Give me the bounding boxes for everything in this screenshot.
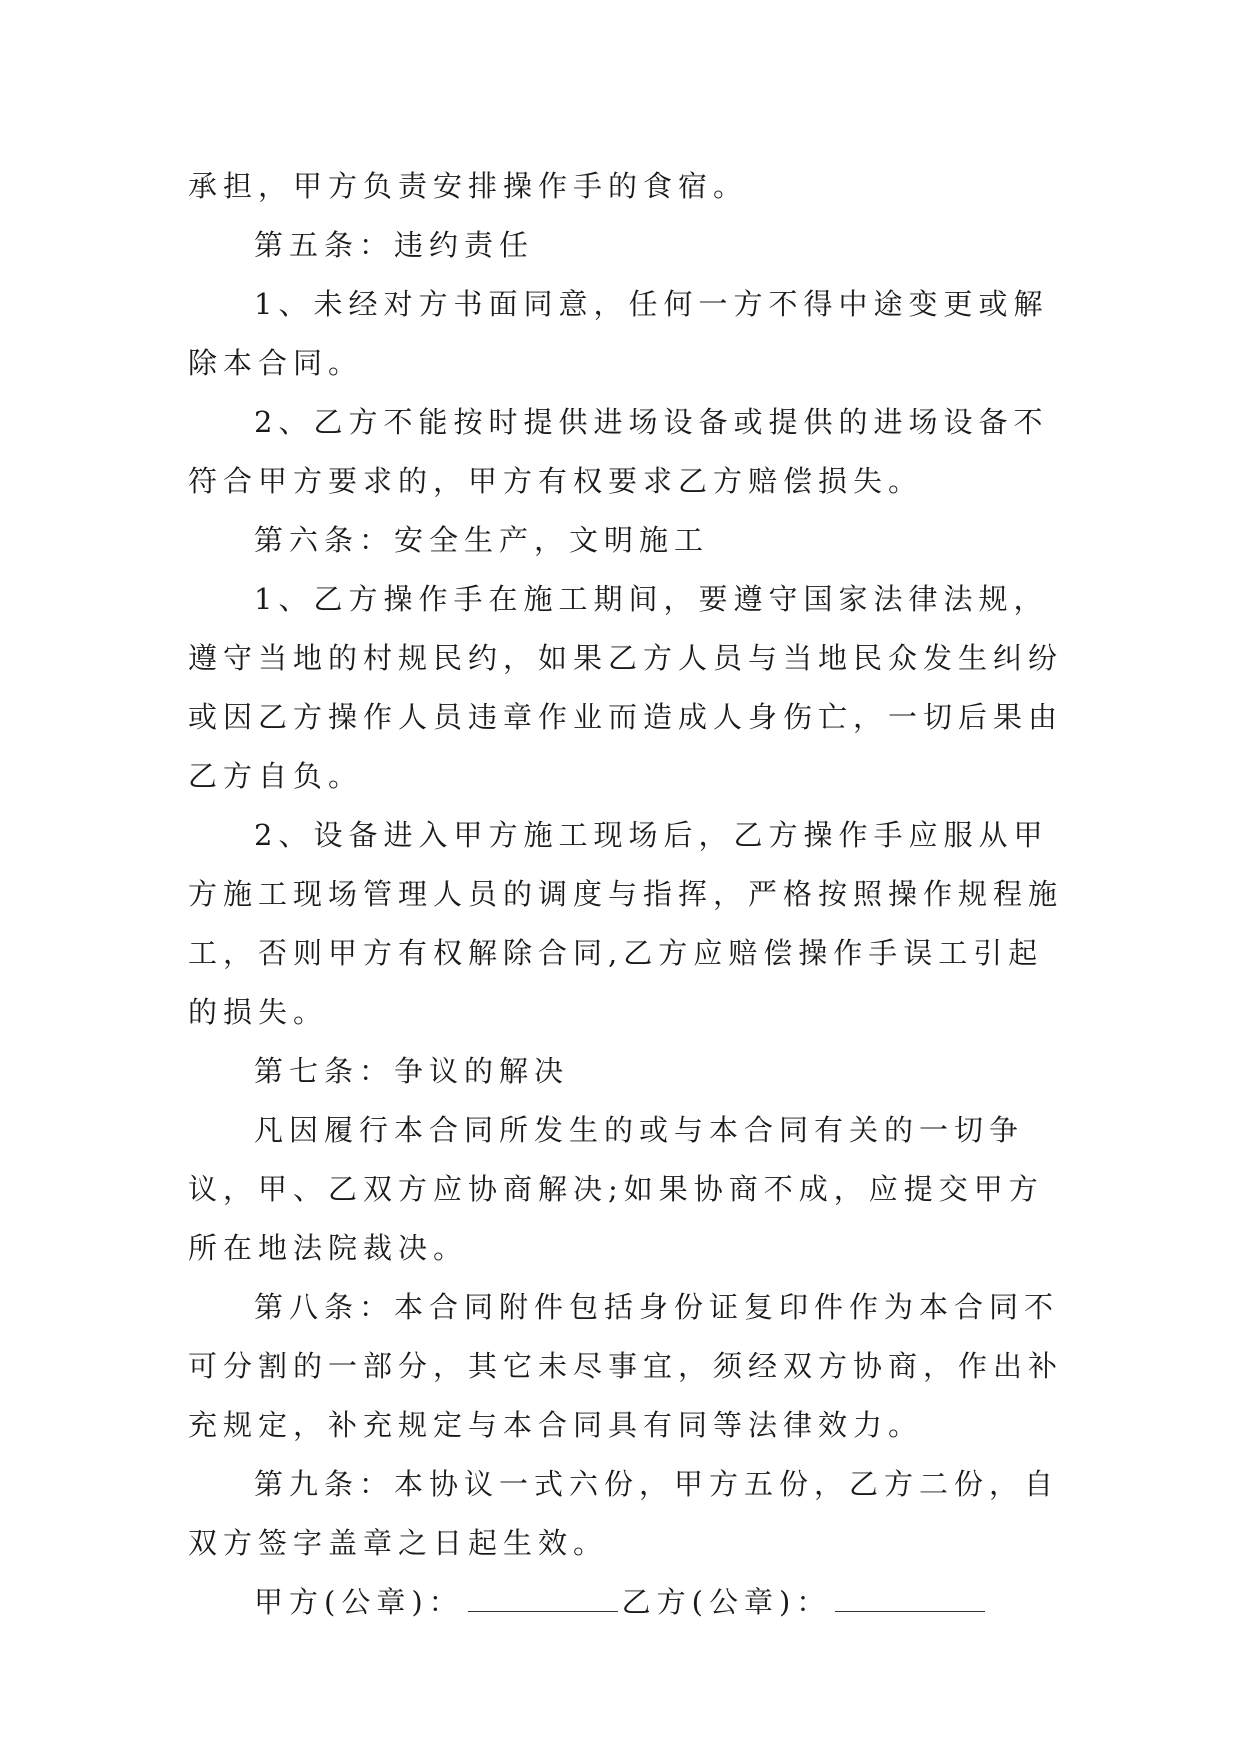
paragraph-continuation: 承担，甲方负责安排操作手的食宿。 (188, 169, 749, 203)
article-5-clause-1: 1、未经对方书面同意，任何一方不得中途变更或解除本合同。 (188, 287, 1049, 380)
signature-line (188, 1573, 1068, 1632)
article-8: 第八条：本合同附件包括身份证复印件作为本合同不可分割的一部分，其它未尽事宜，须经双方协商，作出补充规定，补充规定与本合同具有同等法律效力。 (188, 1290, 1064, 1442)
party-b-seal-label: 乙方(公章)： (621, 1585, 832, 1619)
party-a-seal-blank (468, 1579, 618, 1612)
article-5-heading: 第五条：违约责任 (254, 228, 535, 262)
article-6-heading: 第六条：安全生产，文明施工 (254, 523, 710, 557)
article-9: 第九条：本协议一式六份，甲方五份，乙方二份，自双方签字盖章之日起生效。 (188, 1467, 1060, 1560)
article-7-heading: 第七条：争议的解决 (254, 1054, 570, 1088)
party-a-seal-label: 甲方(公章)： (254, 1585, 464, 1619)
party-b-seal-blank (835, 1579, 985, 1612)
article-6-clause-2: 2、设备进入甲方施工现场后，乙方操作手应服从甲方施工现场管理人员的调度与指挥，严格按照操作规程施工，否则甲方有权解除合同,乙方应赔偿操作手误工引起的损失。 (188, 818, 1064, 1029)
contract-body (188, 157, 1068, 1632)
article-7-body: 凡因履行本合同所发生的或与本合同有关的一切争议，甲、乙双方应协商解决;如果协商不成，应提交甲方所在地法院裁决。 (188, 1113, 1044, 1265)
article-6-clause-1: 1、乙方操作手在施工期间，要遵守国家法律法规，遵守当地的村规民约，如果乙方人员与当地民众发生纠纷或因乙方操作人员违章作业而造成人身伤亡，一切后果由乙方自负。 (188, 582, 1064, 793)
article-5-clause-2: 2、乙方不能按时提供进场设备或提供的进场设备不符合甲方要求的，甲方有权要求乙方赔偿损失。 (188, 405, 1049, 498)
